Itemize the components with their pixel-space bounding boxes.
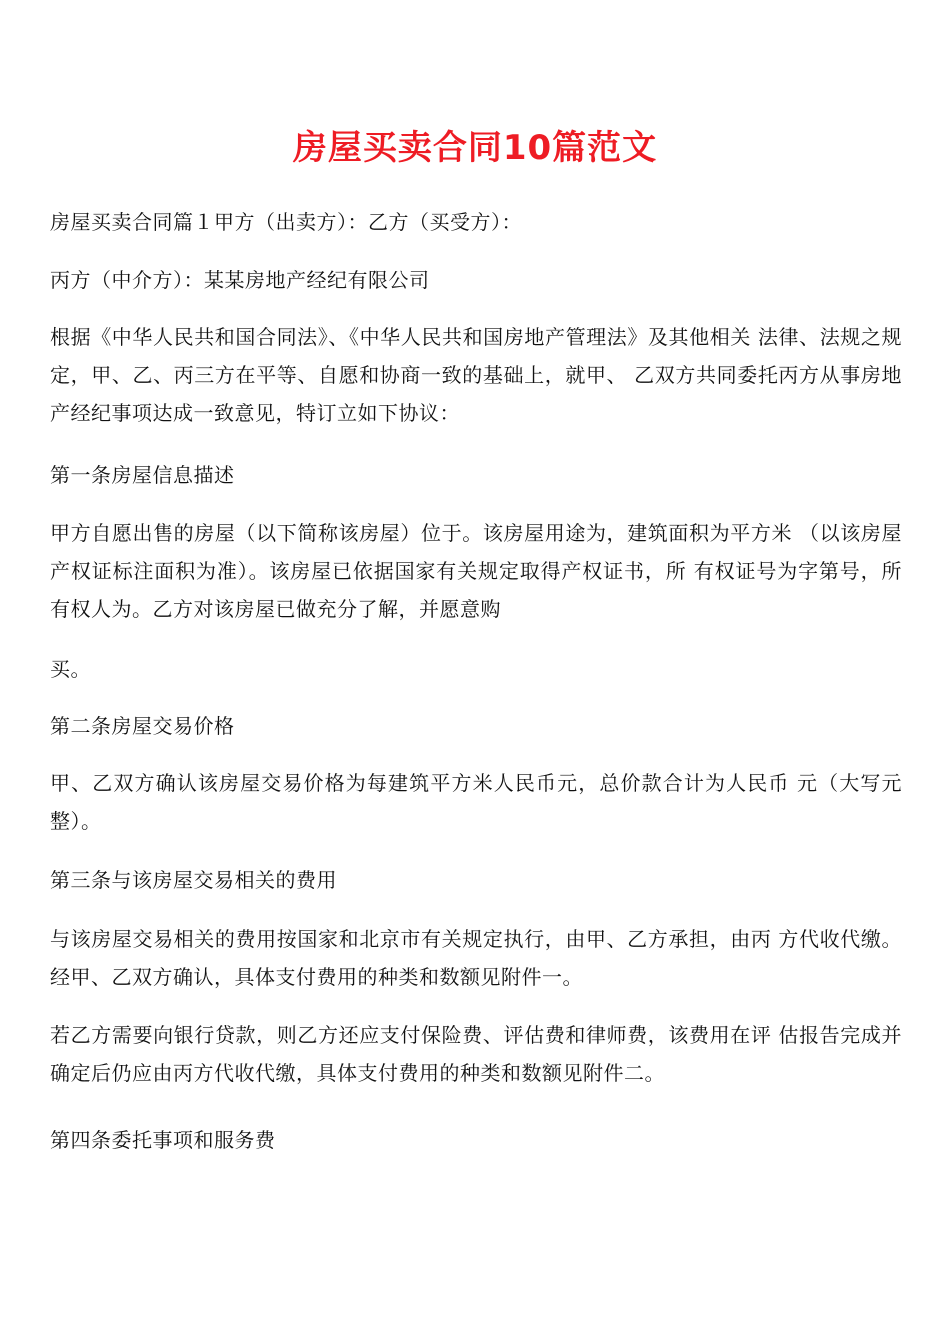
paragraph-article-3-body: 与该房屋交易相关的费用按国家和北京市有关规定执行，由甲、乙方承担，由丙 方代收代缴。经甲、乙双方确认，具体支付费用的种类和数额见附件一。 [50,927,902,989]
heading-article-1: 第一条房屋信息描述 [50,463,235,487]
paragraph-article-3-loan: 若乙方需要向银行贷款，则乙方还应支付保险费、评估费和律师费，该费用在评 估报告完成并确定后仍应由丙方代收代缴，具体支付费用的种类和数额见附件二。 [50,1023,902,1085]
document-title: 房屋买卖合同10篇范文 [292,128,658,168]
paragraph-party-c: 丙方（中介方）：某某房地产经纪有限公司 [50,268,430,292]
heading-article-2: 第二条房屋交易价格 [50,714,235,738]
paragraph-preamble: 根据《中华人民共和国合同法》、《中华人民共和国房地产管理法》及其他相关 法律、法规之规定，甲、乙、丙三方在平等、自愿和协商一致的基础上，就甲、 乙双方共同委托丙方从事房地产经纪事项达成一致意见，特订立如下协议： [50,325,902,425]
paragraph-parties-ab: 房屋买卖合同篇１甲方（出卖方）：乙方（买受方）： [50,210,522,234]
heading-article-4: 第四条委托事项和服务费 [50,1128,276,1152]
paragraph-article-1-body: 甲方自愿出售的房屋（以下简称该房屋）位于。该房屋用途为，建筑面积为平方米 （以该房屋产权证标注面积为准）。该房屋已依据国家有关规定取得产权证书，所 有权证号为字第号，所有权人为。乙方对该房屋已做充分了解，并愿意购 [50,521,902,621]
paragraph-article-1-end: 买。 [50,657,91,681]
heading-article-3: 第三条与该房屋交易相关的费用 [50,868,337,892]
paragraph-article-2-body: 甲、乙双方确认该房屋交易价格为每建筑平方米人民币元，总价款合计为人民币 元（大写元整）。 [50,771,902,833]
